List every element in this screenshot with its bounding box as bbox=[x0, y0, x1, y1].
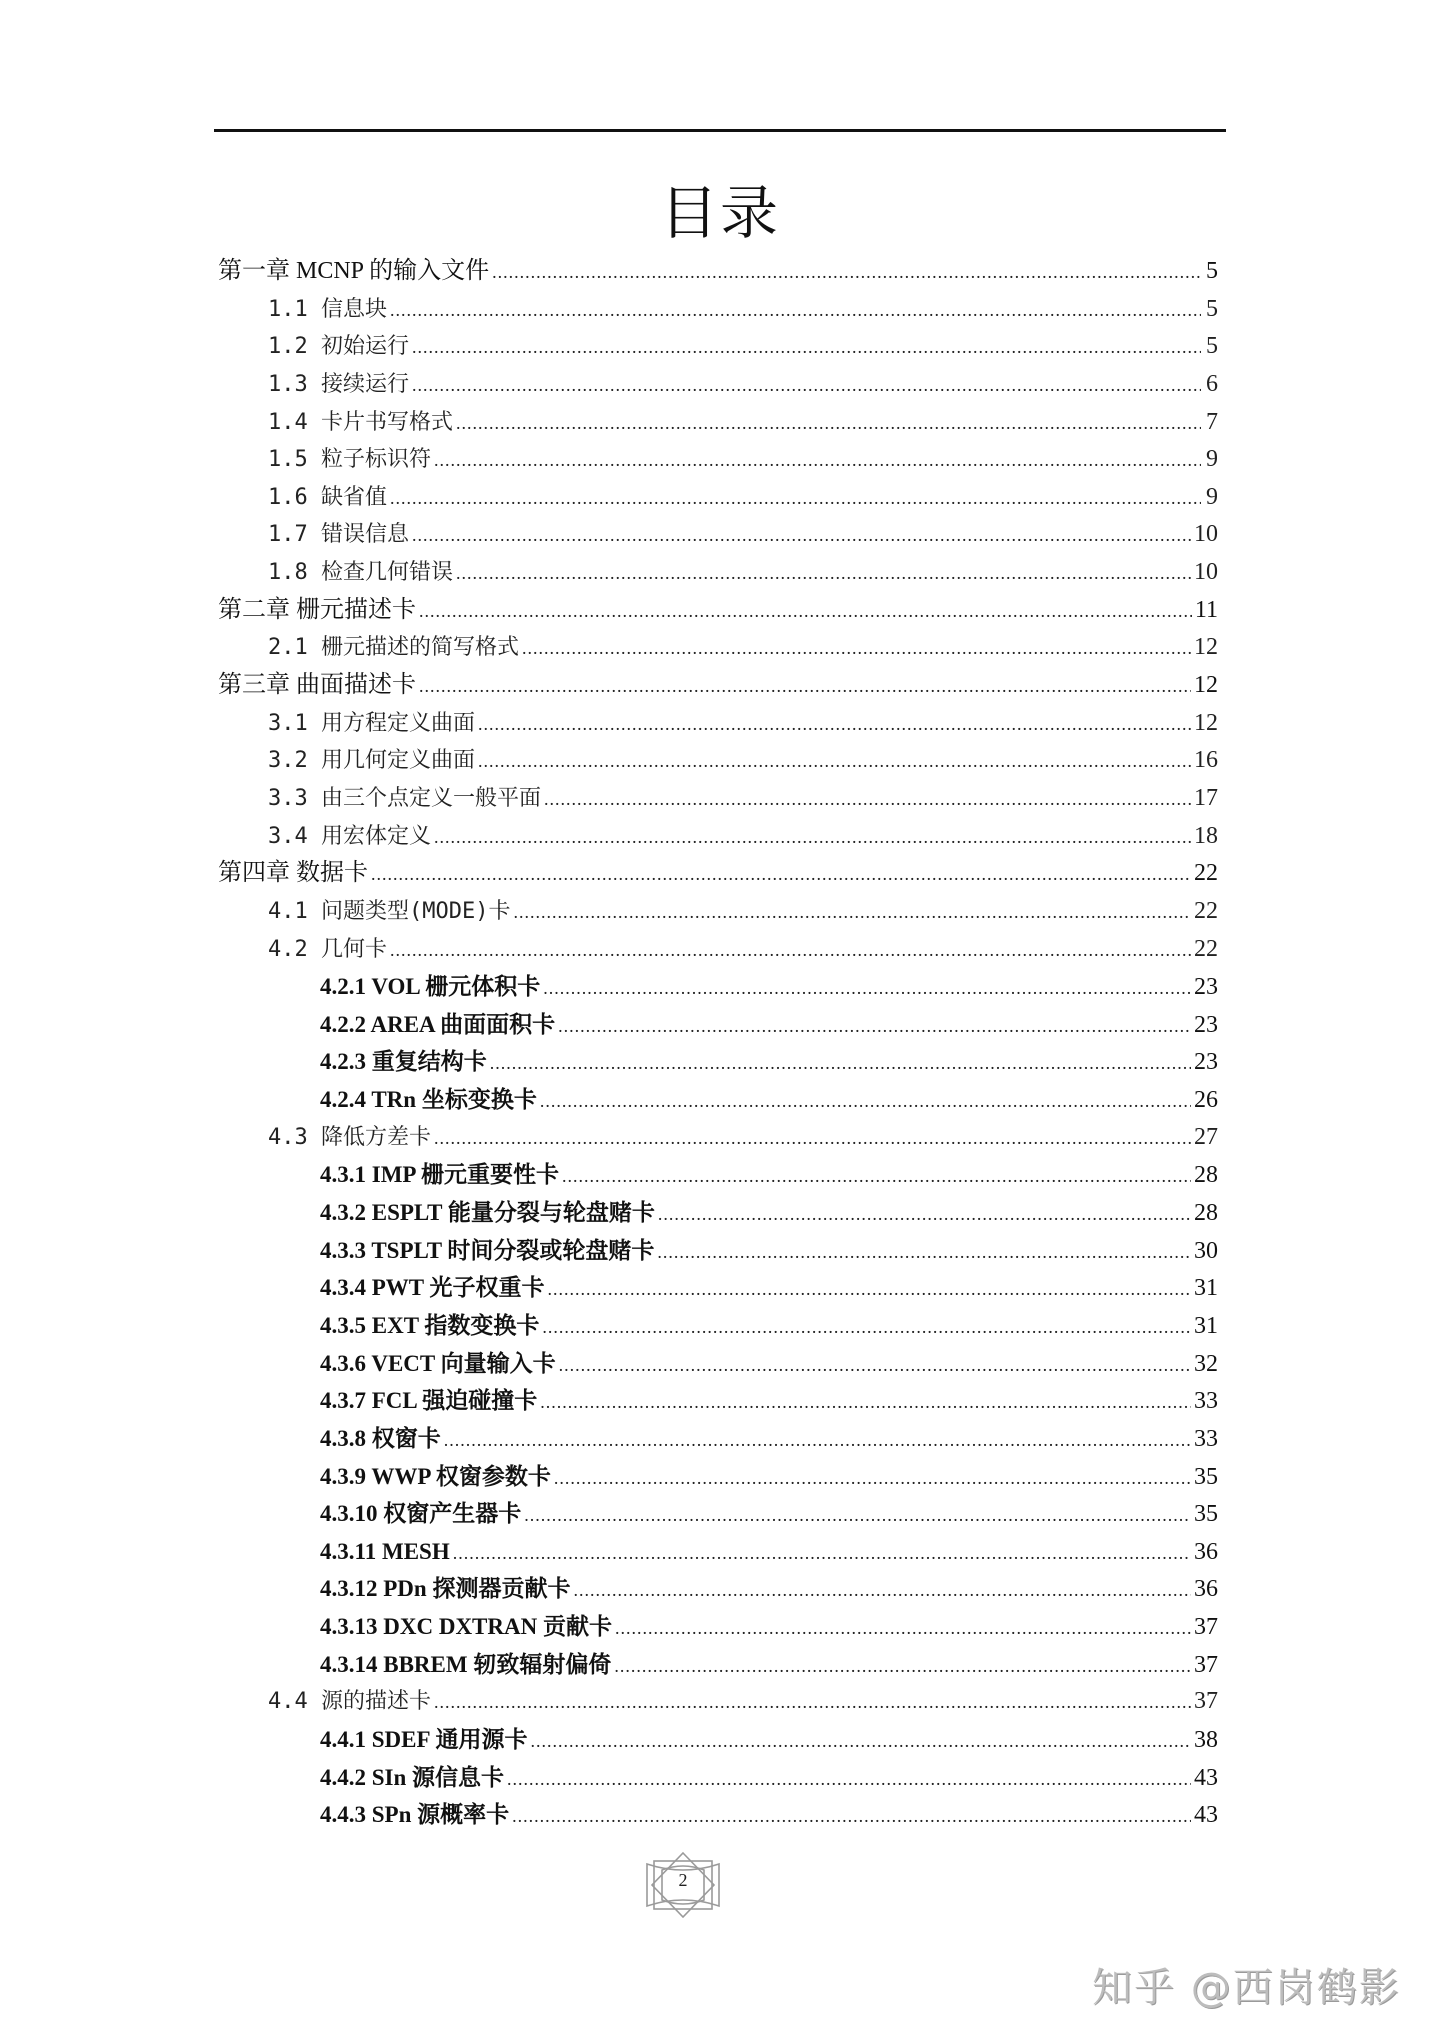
toc-entry[interactable] bbox=[218, 291, 1218, 329]
toc-entry-label: 4.3.12 PDn 探测器贡献卡 bbox=[320, 1576, 571, 1602]
toc-entry-page: 11 bbox=[1194, 596, 1218, 623]
toc-entry-page: 12 bbox=[1194, 709, 1218, 736]
toc-entry-label: 1.3 接续运行 bbox=[268, 371, 409, 397]
toc-entry[interactable] bbox=[218, 1043, 1218, 1081]
toc-entry-label: 4.3.7 FCL 强迫碰撞卡 bbox=[320, 1388, 538, 1414]
toc-entry[interactable] bbox=[218, 328, 1218, 366]
toc-entry-page: 16 bbox=[1194, 747, 1218, 774]
toc-entry-label: 4.4.1 SDEF 通用源卡 bbox=[320, 1726, 528, 1752]
toc-entry-page: 22 bbox=[1194, 935, 1218, 962]
dot-leader bbox=[434, 442, 1201, 479]
toc-entry-page: 36 bbox=[1194, 1576, 1218, 1603]
toc-entry-page: 35 bbox=[1194, 1501, 1218, 1528]
toc-entry-label: 4.2.4 TRn 坐标变换卡 bbox=[320, 1087, 537, 1113]
dot-leader bbox=[434, 819, 1191, 856]
dot-leader bbox=[390, 932, 1191, 969]
toc-entry-page: 28 bbox=[1194, 1200, 1218, 1227]
toc-entry[interactable] bbox=[218, 855, 1218, 893]
toc-entry[interactable] bbox=[218, 554, 1218, 592]
toc-entry-page: 23 bbox=[1194, 1011, 1218, 1038]
toc-entry[interactable] bbox=[218, 780, 1218, 818]
toc-entry-page: 17 bbox=[1194, 784, 1218, 811]
toc-entry-label: 4.3.5 EXT 指数变换卡 bbox=[320, 1312, 540, 1338]
toc-entry-label: 1.7 错误信息 bbox=[268, 522, 409, 548]
toc-entry-label: 第二章 栅元描述卡 bbox=[218, 596, 416, 623]
toc-entry-label: 4.3.11 MESH bbox=[320, 1538, 450, 1564]
toc-entry-page: 36 bbox=[1194, 1538, 1218, 1565]
dot-leader bbox=[547, 1271, 1191, 1308]
toc-entry[interactable] bbox=[218, 1683, 1218, 1721]
toc-entry-page: 23 bbox=[1194, 1049, 1218, 1076]
dot-leader bbox=[412, 517, 1191, 554]
watermark: 知乎 @西岗鹤影 bbox=[1092, 1965, 1401, 2011]
toc-entry[interactable] bbox=[218, 441, 1218, 479]
dot-leader bbox=[540, 1083, 1191, 1120]
dot-leader bbox=[512, 1798, 1191, 1835]
toc-entry[interactable] bbox=[218, 1307, 1218, 1345]
toc-entry[interactable] bbox=[218, 1759, 1218, 1797]
toc-entry-label: 3.4 用宏体定义 bbox=[268, 823, 431, 849]
toc-entry-page: 18 bbox=[1194, 822, 1218, 849]
toc-entry[interactable] bbox=[218, 1570, 1218, 1608]
dot-leader bbox=[412, 329, 1201, 366]
toc-entry-page: 6 bbox=[1206, 370, 1218, 397]
toc-entry-label: 1.2 初始运行 bbox=[268, 334, 409, 360]
dot-leader bbox=[490, 1045, 1191, 1082]
dot-leader bbox=[371, 856, 1191, 893]
dot-leader bbox=[513, 894, 1191, 931]
toc-entry-label: 4.3 降低方差卡 bbox=[268, 1124, 431, 1150]
toc-entry-page: 22 bbox=[1194, 860, 1218, 887]
toc-entry[interactable] bbox=[218, 1156, 1218, 1194]
toc-entry[interactable] bbox=[218, 1458, 1218, 1496]
toc-entry-label: 4.3.8 权窗卡 bbox=[320, 1425, 441, 1451]
toc-entry-label: 4.4.2 SIn 源信息卡 bbox=[320, 1764, 505, 1790]
toc-entry[interactable] bbox=[218, 592, 1218, 630]
toc-entry-label: 4.3.6 VECT 向量输入卡 bbox=[320, 1350, 556, 1376]
dot-leader bbox=[657, 1234, 1191, 1271]
toc-entry[interactable] bbox=[218, 404, 1218, 442]
table-of-contents bbox=[218, 253, 1218, 1834]
toc-entry[interactable] bbox=[218, 1721, 1218, 1759]
toc-entry-page: 37 bbox=[1194, 1651, 1218, 1678]
toc-entry-page: 38 bbox=[1194, 1726, 1218, 1753]
dot-leader bbox=[390, 480, 1201, 517]
toc-entry-label: 4.3.4 PWT 光子权重卡 bbox=[320, 1275, 545, 1301]
toc-entry-label: 2.1 栅元描述的简写格式 bbox=[268, 635, 519, 661]
dot-leader bbox=[615, 1610, 1191, 1647]
dot-leader bbox=[419, 668, 1191, 705]
toc-entry[interactable] bbox=[218, 1345, 1218, 1383]
dot-leader bbox=[524, 1497, 1191, 1534]
toc-entry[interactable] bbox=[218, 667, 1218, 705]
toc-entry-page: 31 bbox=[1194, 1312, 1218, 1339]
toc-entry-label: 1.6 缺省值 bbox=[268, 484, 387, 510]
toc-entry-page: 5 bbox=[1206, 333, 1218, 360]
dot-leader bbox=[544, 781, 1191, 818]
toc-entry-label: 4.2.3 重复结构卡 bbox=[320, 1049, 487, 1075]
toc-entry-page: 9 bbox=[1206, 446, 1218, 473]
toc-entry-label: 4.3.14 BBREM 轫致辐射偏倚 bbox=[320, 1651, 612, 1677]
toc-entry-page: 5 bbox=[1206, 258, 1218, 284]
toc-entry-label: 第四章 数据卡 bbox=[218, 860, 368, 887]
toc-entry[interactable] bbox=[218, 742, 1218, 780]
toc-entry[interactable] bbox=[218, 1796, 1218, 1834]
toc-entry-page: 7 bbox=[1206, 408, 1218, 435]
dot-leader bbox=[478, 706, 1191, 743]
toc-entry-label: 4.3.3 TSPLT 时间分裂或轮盘赌卡 bbox=[320, 1237, 655, 1263]
toc-entry-page: 27 bbox=[1194, 1123, 1218, 1150]
toc-entry-label: 第三章 曲面描述卡 bbox=[218, 672, 416, 699]
dot-leader bbox=[434, 1120, 1191, 1157]
toc-entry[interactable] bbox=[218, 1232, 1218, 1270]
toc-entry-page: 43 bbox=[1194, 1764, 1218, 1791]
toc-entry-page: 23 bbox=[1194, 974, 1218, 1001]
toc-entry[interactable] bbox=[218, 1533, 1218, 1571]
toc-entry-label: 1.8 检查几何错误 bbox=[268, 560, 453, 586]
toc-entry-page: 43 bbox=[1194, 1802, 1218, 1829]
toc-entry-label: 4.3.9 WWP 权窗参数卡 bbox=[320, 1463, 551, 1489]
toc-entry-page: 5 bbox=[1206, 295, 1218, 322]
toc-entry[interactable] bbox=[218, 1420, 1218, 1458]
toc-entry-page: 33 bbox=[1194, 1388, 1218, 1415]
dot-leader bbox=[419, 593, 1192, 630]
dot-leader bbox=[543, 970, 1191, 1007]
toc-entry[interactable] bbox=[218, 479, 1218, 517]
toc-entry-page: 37 bbox=[1194, 1614, 1218, 1641]
dot-leader bbox=[558, 1008, 1191, 1045]
toc-entry[interactable] bbox=[218, 893, 1218, 931]
toc-entry[interactable] bbox=[218, 253, 1218, 291]
toc-entry-label: 1.5 粒子标识符 bbox=[268, 447, 431, 473]
toc-entry[interactable] bbox=[218, 1646, 1218, 1684]
dot-leader bbox=[456, 405, 1201, 442]
toc-entry-label: 4.2.2 AREA 曲面面积卡 bbox=[320, 1011, 556, 1037]
toc-entry[interactable] bbox=[218, 1081, 1218, 1119]
toc-entry[interactable] bbox=[218, 931, 1218, 969]
toc-entry[interactable] bbox=[218, 629, 1218, 667]
toc-entry-label: 1.4 卡片书写格式 bbox=[268, 409, 453, 435]
toc-entry-page: 35 bbox=[1194, 1463, 1218, 1490]
toc-entry-page: 28 bbox=[1194, 1162, 1218, 1189]
toc-entry-label: 1.1 信息块 bbox=[268, 296, 387, 322]
dot-leader bbox=[542, 1309, 1191, 1346]
toc-entry-page: 26 bbox=[1194, 1087, 1218, 1114]
toc-entry[interactable] bbox=[218, 366, 1218, 404]
toc-entry-page: 30 bbox=[1194, 1237, 1218, 1264]
dot-leader bbox=[453, 1535, 1191, 1572]
toc-entry[interactable] bbox=[218, 818, 1218, 856]
toc-entry-label: 4.1 问题类型(MODE)卡 bbox=[268, 898, 511, 924]
dot-leader bbox=[540, 1384, 1191, 1421]
dot-leader bbox=[456, 555, 1191, 592]
toc-entry-page: 37 bbox=[1194, 1688, 1218, 1715]
toc-entry-label: 4.3.10 权窗产生器卡 bbox=[320, 1501, 522, 1527]
toc-entry[interactable] bbox=[218, 705, 1218, 743]
dot-leader bbox=[478, 743, 1191, 780]
dot-leader bbox=[434, 1684, 1191, 1721]
toc-entry-page: 12 bbox=[1194, 634, 1218, 661]
dot-leader bbox=[658, 1196, 1191, 1233]
dot-leader bbox=[492, 254, 1201, 291]
page-title: 目录 bbox=[659, 179, 780, 247]
dot-leader bbox=[562, 1158, 1191, 1195]
toc-entry[interactable] bbox=[218, 1608, 1218, 1646]
toc-entry[interactable] bbox=[218, 516, 1218, 554]
toc-entry-label: 4.3.13 DXC DXTRAN 贡献卡 bbox=[320, 1614, 612, 1640]
dot-leader bbox=[522, 630, 1191, 667]
toc-entry[interactable] bbox=[218, 1194, 1218, 1232]
toc-entry-label: 第一章 MCNP 的输入文件 bbox=[218, 258, 490, 284]
toc-entry-label: 4.2.1 VOL 栅元体积卡 bbox=[320, 974, 541, 1000]
toc-entry-label: 3.3 由三个点定义一般平面 bbox=[268, 785, 541, 811]
toc-entry[interactable] bbox=[218, 1382, 1218, 1420]
dot-leader bbox=[412, 367, 1201, 404]
dot-leader bbox=[573, 1572, 1191, 1609]
toc-entry[interactable] bbox=[218, 1495, 1218, 1533]
toc-entry[interactable] bbox=[218, 1269, 1218, 1307]
header-rule bbox=[214, 129, 1226, 132]
toc-entry-page: 33 bbox=[1194, 1425, 1218, 1452]
toc-entry-label: 3.2 用几何定义曲面 bbox=[268, 748, 475, 774]
dot-leader bbox=[554, 1460, 1191, 1497]
dot-leader bbox=[390, 292, 1201, 329]
toc-entry-label: 3.1 用方程定义曲面 bbox=[268, 710, 475, 736]
toc-entry-label: 4.4 源的描述卡 bbox=[268, 1689, 431, 1715]
toc-entry-page: 10 bbox=[1194, 559, 1218, 586]
toc-entry[interactable] bbox=[218, 1119, 1218, 1157]
toc-entry[interactable] bbox=[218, 968, 1218, 1006]
toc-entry-page: 9 bbox=[1206, 483, 1218, 510]
dot-leader bbox=[444, 1422, 1191, 1459]
toc-entry-page: 10 bbox=[1194, 521, 1218, 548]
toc-entry-page: 22 bbox=[1194, 897, 1218, 924]
toc-entry-label: 4.3.2 ESPLT 能量分裂与轮盘赌卡 bbox=[320, 1200, 655, 1226]
toc-entry-page: 31 bbox=[1194, 1275, 1218, 1302]
toc-entry-label: 4.3.1 IMP 栅元重要性卡 bbox=[320, 1162, 559, 1188]
page-number: 2 bbox=[678, 1870, 688, 1890]
toc-entry-page: 12 bbox=[1194, 672, 1218, 699]
toc-entry-label: 4.2 几何卡 bbox=[268, 936, 387, 962]
dot-leader bbox=[507, 1761, 1191, 1798]
toc-entry-label: 4.4.3 SPn 源概率卡 bbox=[320, 1802, 510, 1828]
dot-leader bbox=[614, 1648, 1191, 1685]
dot-leader bbox=[559, 1347, 1191, 1384]
dot-leader bbox=[530, 1723, 1191, 1760]
toc-entry-page: 32 bbox=[1194, 1350, 1218, 1377]
toc-entry[interactable] bbox=[218, 1006, 1218, 1044]
